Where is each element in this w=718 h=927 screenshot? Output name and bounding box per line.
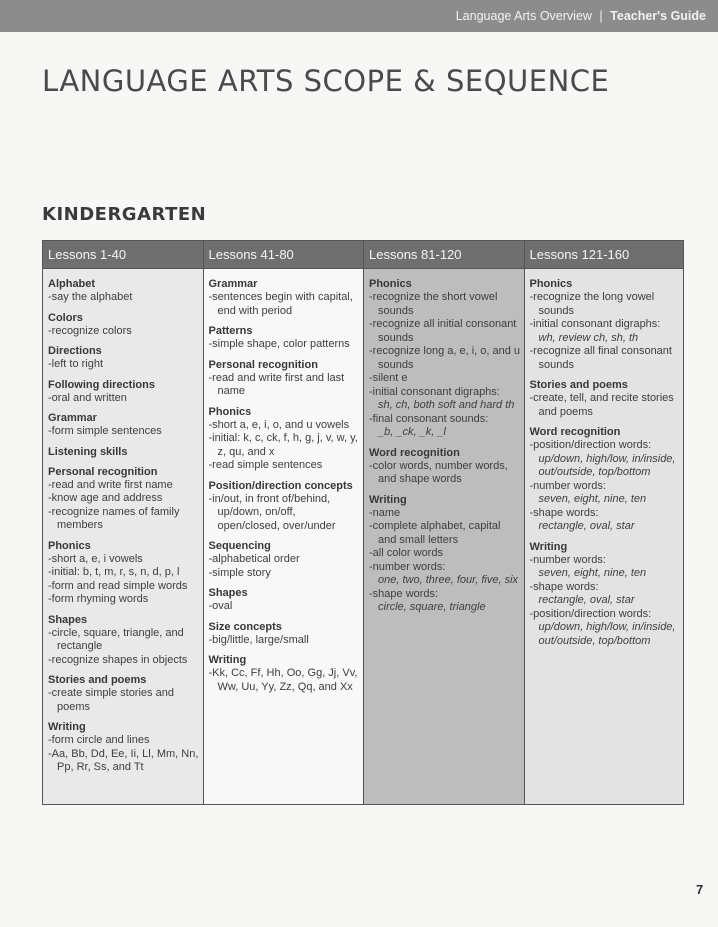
topic-example: seven, eight, nine, ten: [538, 567, 647, 579]
topic-item: -big/little, large/small: [208, 633, 309, 646]
topic-title: Following directions: [48, 378, 155, 391]
topic-section: [530, 379, 681, 419]
topic-item: -oral and written: [48, 391, 127, 404]
topic-item-list: [48, 734, 200, 775]
topic-example: rectangle, oval, star: [538, 594, 635, 606]
topic-section: [209, 621, 361, 648]
topic-title: Word recognition: [529, 426, 621, 438]
topic-item: -in/out, in front of/behind, up/down, on/off, open/closed, over/under: [208, 492, 336, 532]
topic-item-list: [369, 507, 521, 615]
topic-title: Writing: [48, 721, 86, 733]
topic-section: [48, 312, 200, 339]
topic-item-list: [48, 553, 200, 607]
topic-title: Personal recognition: [208, 358, 318, 371]
topic-item: -short a, e, i vowels: [48, 552, 143, 565]
topic-item: -silent e: [369, 372, 408, 384]
topic-section: [209, 540, 361, 580]
topic-section: [209, 406, 361, 473]
topic-item: -initial consonant digraphs:: [529, 318, 661, 330]
topic-title: Phonics: [208, 405, 252, 418]
topic-section: [209, 359, 361, 399]
topic-item: -shape words:: [529, 580, 599, 593]
column-heading: Lessons 81-120: [364, 241, 524, 269]
topic-section: [48, 278, 200, 305]
topic-item: -form circle and lines: [48, 734, 150, 746]
topic-item: -know age and address: [48, 492, 163, 504]
topic-item-list: [530, 554, 681, 649]
topic-title: Position/direction concepts: [208, 479, 353, 492]
column-body: [204, 269, 364, 694]
topic-example: circle, square, triangle: [378, 601, 486, 613]
topic-item-list: [530, 291, 681, 372]
topic-item: -Kk, Cc, Ff, Hh, Oo, Gg, Jj, Vv, Ww, Uu, Yy, Zz, Qq, and Xx: [208, 667, 358, 693]
topic-item-list: [209, 372, 361, 399]
topic-section: [530, 278, 681, 372]
topic-item: -short a, e, i, o, and u vowels: [208, 418, 350, 431]
topic-title: Stories and poems: [529, 379, 628, 391]
topic-item: -final consonant sounds:: [369, 412, 489, 425]
topic-item-list: [48, 291, 200, 305]
topic-item: -initial: k, c, ck, f, h, g, j, v, w, y, z, qu, and x: [208, 432, 358, 458]
topic-title: Writing: [208, 654, 247, 666]
header-guide-label: Teacher's Guide: [610, 9, 706, 23]
topic-item-list: [48, 325, 200, 339]
topic-section: [48, 446, 200, 459]
column-body: [364, 269, 524, 615]
topic-item-list: [209, 291, 361, 318]
topic-item: -read and write first name: [48, 478, 173, 491]
column-heading: Lessons 121-160: [525, 241, 684, 269]
topic-item: -circle, square, triangle, and rectangle: [48, 626, 184, 652]
topic-item: -form simple sentences: [48, 425, 162, 437]
topic-item-list: [369, 460, 521, 487]
grade-subtitle: KINDERGARTEN: [42, 204, 207, 225]
topic-item: -shape words:: [369, 587, 439, 600]
topic-title: Writing: [529, 540, 568, 553]
topic-section: [48, 674, 200, 714]
topic-title: Colors: [48, 311, 83, 324]
topic-title: Grammar: [208, 278, 258, 290]
topic-section: [369, 447, 521, 487]
scope-sequence-table: [42, 240, 684, 805]
topic-item: -recognize colors: [48, 324, 132, 337]
column-heading: Lessons 41-80: [204, 241, 364, 269]
lessons-column: [525, 241, 684, 804]
topic-item: -position/direction words:: [529, 607, 652, 620]
topic-title: Listening skills: [48, 445, 128, 458]
topic-item: -say the alphabet: [48, 291, 133, 303]
topic-item: -sentences begin with capital, end with period: [208, 291, 353, 317]
topic-item: -color words, number words, and shape words: [369, 459, 508, 485]
topic-section: [48, 412, 200, 439]
topic-title: Personal recognition: [48, 465, 158, 478]
topic-section: [48, 721, 200, 775]
topic-section: [48, 466, 200, 533]
topic-item: -position/direction words:: [529, 439, 652, 451]
topic-example: _b, _ck, _k, _l: [378, 426, 446, 438]
topic-item: -read simple sentences: [208, 459, 323, 471]
topic-item: -oval: [208, 600, 233, 612]
topic-item-list: [209, 634, 361, 648]
topic-item-list: [48, 479, 200, 533]
topic-item: -recognize shapes in objects: [48, 653, 188, 666]
topic-item: -create, tell, and recite stories and poems: [529, 392, 674, 418]
topic-item-list: [209, 419, 361, 473]
topic-item: -simple story: [208, 566, 271, 579]
topic-item: -initial consonant digraphs:: [369, 385, 500, 398]
topic-item-list: [530, 439, 681, 534]
topic-item: -recognize names of family members: [48, 505, 180, 531]
topic-item: -number words:: [529, 553, 606, 566]
topic-section: [530, 426, 681, 534]
topic-item-list: [209, 493, 361, 534]
topic-section: [209, 278, 361, 318]
lessons-column: [204, 241, 365, 804]
topic-item-list: [369, 291, 521, 440]
topic-item: -form rhyming words: [48, 593, 149, 605]
topic-item-list: [48, 425, 200, 439]
topic-item: -recognize the long vowel sounds: [529, 291, 655, 317]
topic-title: Shapes: [208, 587, 248, 599]
topic-item: -alphabetical order: [208, 553, 300, 565]
lessons-column: [364, 241, 525, 804]
topic-item: -complete alphabet, capital and small letters: [369, 520, 501, 546]
running-header: [0, 0, 718, 32]
column-body: [525, 269, 684, 648]
topic-example: wh, review ch, sh, th: [538, 331, 639, 344]
topic-title: Writing: [369, 493, 407, 506]
topic-title: Phonics: [48, 539, 91, 552]
topic-title: Phonics: [369, 278, 412, 290]
topic-title: Patterns: [208, 325, 253, 337]
topic-title: Alphabet: [48, 278, 96, 290]
topic-section: [209, 587, 361, 614]
topic-title: Sequencing: [208, 540, 271, 552]
topic-item-list: [48, 627, 200, 668]
topic-item: -create simple stories and poems: [48, 687, 174, 713]
topic-example: seven, eight, nine, ten: [538, 493, 647, 505]
topic-item: -name: [369, 506, 401, 519]
topic-section: [48, 540, 200, 607]
topic-section: [530, 541, 681, 649]
topic-item-list: [48, 392, 200, 406]
topic-example: up/down, high/low, in/inside, out/outside, top/bottom: [538, 621, 676, 647]
topic-item: -number words:: [369, 560, 446, 573]
topic-section: [209, 654, 361, 694]
topic-item: -all color words: [369, 547, 443, 559]
topic-item: -form and read simple words: [48, 579, 188, 592]
topic-section: [48, 614, 200, 668]
column-heading: Lessons 1-40: [43, 241, 203, 269]
topic-section: [209, 325, 361, 352]
topic-item: -read and write first and last name: [208, 371, 345, 397]
topic-item: -initial: b, t, m, r, s, n, d, p, l: [48, 566, 180, 578]
topic-section: [369, 494, 521, 615]
topic-section: [209, 480, 361, 534]
topic-title: Size concepts: [208, 620, 282, 633]
topic-item-list: [209, 553, 361, 580]
topic-item: -shape words:: [529, 506, 599, 519]
topic-item-list: [48, 687, 200, 714]
topic-section: [48, 379, 200, 406]
topic-item: -recognize all final consonant sounds: [529, 345, 672, 371]
topic-item: -simple shape, color patterns: [208, 338, 350, 350]
header-section-label: Language Arts Overview: [455, 9, 592, 23]
topic-item: -recognize the short vowel sounds: [369, 291, 498, 317]
column-body: [43, 269, 203, 775]
topic-item: -recognize all initial consonant sounds: [369, 318, 517, 344]
topic-title: Shapes: [48, 613, 88, 626]
topic-example: rectangle, oval, star: [538, 520, 635, 532]
topic-title: Directions: [48, 345, 102, 357]
topic-item-list: [530, 392, 681, 419]
topic-example: one, two, three, four, five, six: [378, 574, 519, 586]
topic-item: -Aa, Bb, Dd, Ee, Ii, Ll, Mm, Nn, Pp, Rr, Ss, and Tt: [48, 747, 199, 773]
topic-title: Phonics: [529, 278, 573, 290]
topic-title: Word recognition: [369, 446, 460, 459]
topic-item: -recognize long a, e, i, o, and u sounds: [369, 345, 521, 371]
topic-item-list: [48, 358, 200, 372]
topic-item: -left to right: [48, 358, 104, 370]
page-number: 7: [696, 882, 704, 897]
header-separator: |: [599, 9, 603, 23]
topic-item: -number words:: [529, 479, 606, 492]
topic-title: Stories and poems: [48, 674, 147, 686]
topic-example: sh, ch, both soft and hard th: [378, 399, 515, 411]
topic-title: Grammar: [48, 412, 97, 424]
topic-section: [48, 345, 200, 372]
page-title: LANGUAGE ARTS SCOPE & SEQUENCE: [42, 64, 610, 98]
topic-item-list: [209, 667, 361, 694]
topic-item-list: [209, 338, 361, 352]
topic-example: up/down, high/low, in/inside, out/outside, top/bottom: [538, 452, 676, 478]
topic-section: [369, 278, 521, 440]
lessons-column: [43, 241, 204, 804]
topic-item-list: [209, 600, 361, 614]
